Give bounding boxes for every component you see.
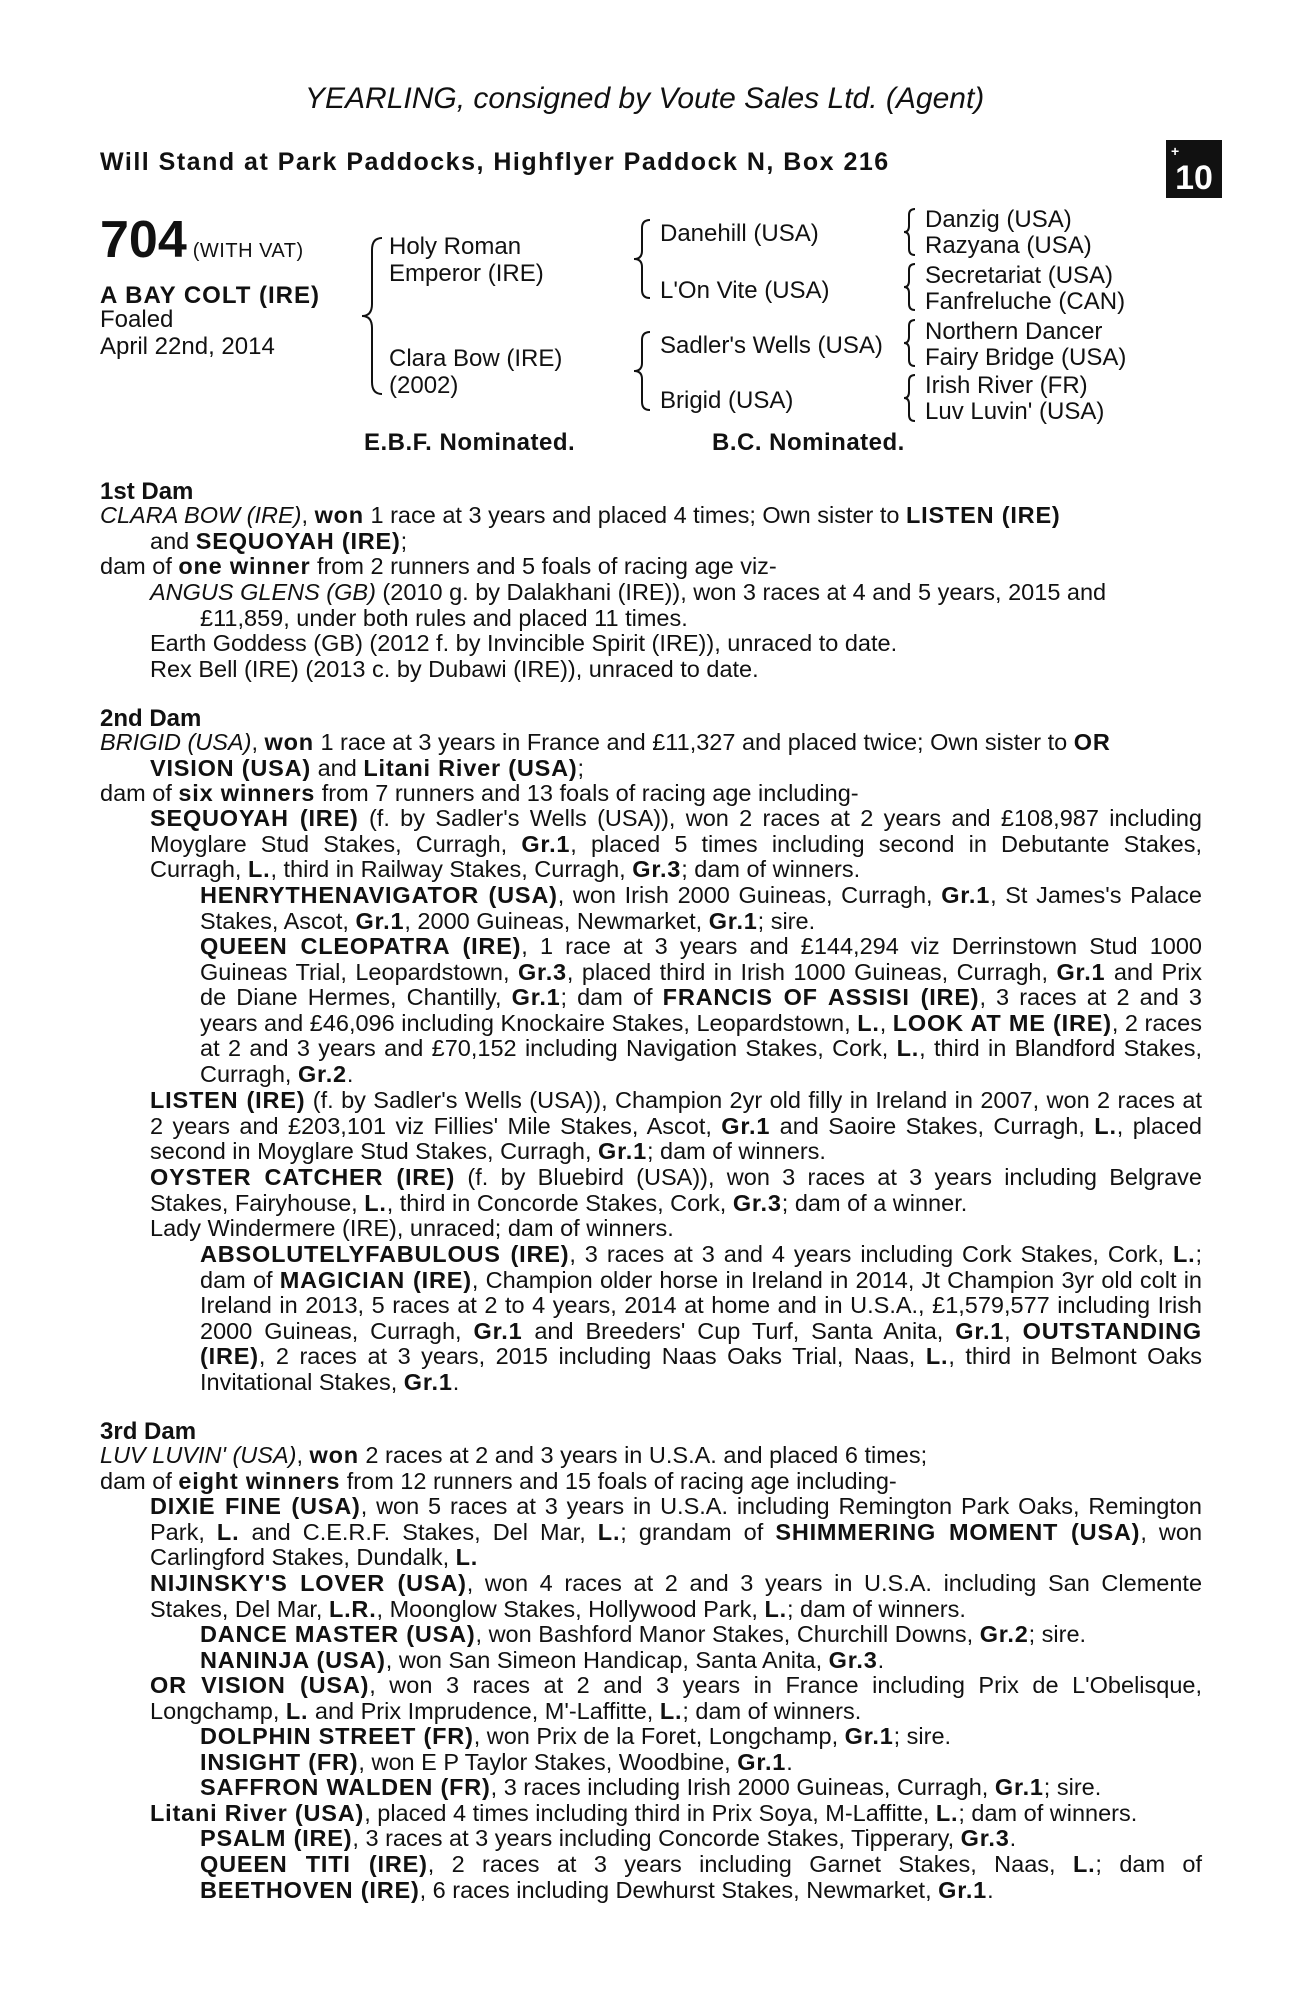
pedigree-brace-5 [902, 262, 918, 312]
foaled-label: Foaled [100, 306, 174, 333]
dance-master-entry: DANCE MASTER (USA), won Bashford Manor Stakes, Churchill Downs, Gr.2; sire. [200, 1621, 1087, 1647]
bc-nominated: B.C. Nominated. [712, 429, 905, 456]
dam-dam-dam: Luv Luvin' (USA) [925, 398, 1105, 425]
consignment-line: YEARLING, consigned by Voute Sales Ltd. (Agent) [305, 82, 985, 115]
dolphin-street-entry: DOLPHIN STREET (FR), won Prix de la Foret, Longchamp, Gr.1; sire. [200, 1723, 952, 1749]
lot-number [100, 210, 304, 270]
ebf-nominated: E.B.F. Nominated. [364, 429, 576, 456]
third-dam-text: LUV LUVIN' (USA), won 2 races at 2 and 3 years in U.S.A. and placed 6 times; dam of eight winners from 12 runners and 15 foals of racing age including- [100, 1442, 928, 1494]
second-dam-text: BRIGID (USA), won 1 race at 3 years in France and £11,327 and placed twice; Own sister to OR VISION (USA) and Litani River (USA); dam of six winners from 7 runners and 13 foals of racing age including- [100, 729, 1111, 806]
oyster-catcher-entry: OYSTER CATCHER (IRE) (f. by Bluebird (USA)), won 3 races at 3 years including Belgrave Stakes, Fairyhouse, L., third in Concorde Stakes, Cork, Gr.3; dam of a winner. [150, 1164, 1203, 1216]
sire-sire: Danehill (USA) [660, 220, 819, 247]
psalm-entry: PSALM (IRE), 3 races at 3 years including Concorde Stakes, Tipperary, Gr.3. [200, 1825, 1017, 1851]
nijinskys-lover-entry: NIJINSKY'S LOVER (USA), won 4 races at 2 and 3 years in U.S.A. including San Clemente Stakes, Del Mar, L.R., Moonglow Stakes, Hollywood Park, L.; dam of winners. [150, 1570, 1203, 1622]
dam-sire-sire: Northern Dancer [925, 318, 1103, 345]
dam-name-1: Clara Bow (IRE) [389, 345, 563, 372]
sire-sire-dam: Razyana (USA) [925, 232, 1092, 259]
sire-dam-dam: Fanfreluche (CAN) [925, 288, 1126, 315]
badge-text: 10 [1175, 159, 1213, 197]
litani-river-entry: Litani River (USA), placed 4 times including third in Prix Soya, M-Laffitte, L.; dam of winners. [150, 1800, 1138, 1826]
third-dam-heading: 3rd Dam [100, 1418, 197, 1445]
sire-name-1: Holy Roman [389, 233, 522, 260]
pedigree-brace-3 [632, 330, 656, 412]
saffron-walden-entry: SAFFRON WALDEN (FR), 3 races including Irish 2000 Guineas, Curragh, Gr.1; sire. [200, 1774, 1102, 1800]
insight-entry: INSIGHT (FR), won E P Taylor Stakes, Woodbine, Gr.1. [200, 1749, 793, 1775]
pedigree-brace-6 [902, 318, 918, 368]
dam-sire-dam: Fairy Bridge (USA) [925, 344, 1127, 371]
sequoyah-entry: SEQUOYAH (IRE) (f. by Sadler's Wells (USA)), won 2 races at 2 years and £108,987 including Moyglare Stud Stakes, Curragh, Gr.1, placed 5 times including second in Debutante Stakes, Curragh, L., third in Railway Stakes, Curragh, Gr.3; dam of winners. [150, 805, 1202, 882]
sire-sire-sire: Danzig (USA) [925, 206, 1072, 233]
vat-note: (WITH VAT) [192, 240, 304, 262]
henrythenavigator-entry: HENRYTHENAVIGATOR (USA), won Irish 2000 Guineas, Curragh, Gr.1, St James's Palace Stakes, Ascot, Gr.1, 2000 Guineas, Newmarket, Gr.1; sire. [200, 882, 1202, 934]
pedigree-brace-7 [902, 373, 918, 423]
listen-entry: LISTEN (IRE) (f. by Sadler's Wells (USA)), Champion 2yr old filly in Ireland in 2007, won 2 races at 2 years and £203,101 viz Fillies' Mile Stakes, Ascot, Gr.1 and Saoire Stakes, Curragh, L., placed second in Moyglare Stud Stakes, Curragh, Gr.1; dam of winners. [150, 1087, 1202, 1164]
dam-sire: Sadler's Wells (USA) [660, 332, 883, 359]
lot-description: A BAY COLT (IRE) [100, 282, 321, 309]
queen-titi-entry: QUEEN TITI (IRE), 2 races at 3 years including Garnet Stakes, Naas, L.; dam of BEETHOVEN (IRE), 6 races including Dewhurst Stakes, Newmarket, Gr.1. [200, 1851, 1202, 1903]
pedigree-brace-4 [902, 207, 918, 257]
badge-plus: + [1171, 143, 1180, 159]
second-dam-heading: 2nd Dam [100, 705, 202, 732]
first-dam-progeny: ANGUS GLENS (GB) (2010 g. by Dalakhani (IRE)), won 3 races at 4 and 5 years, 2015 and £11,859, under both rules and placed 11 times. Earth Goddess (GB) (2012 f. by Invincible Spirit (IRE)), unraced to date. Rex Bell (IRE) (2013 c. by Dubawi (IRE)), unraced to date. [150, 579, 1107, 682]
lot-badge [1166, 140, 1222, 198]
dam-name-2: (2002) [389, 372, 459, 399]
naninja-entry: NANINJA (USA), won San Simeon Handicap, Santa Anita, Gr.3. [200, 1647, 885, 1673]
sire-dam-sire: Secretariat (USA) [925, 262, 1114, 289]
pedigree-brace-2 [632, 218, 656, 300]
sire-dam: L'On Vite (USA) [660, 277, 830, 304]
lady-windermere-entry: Lady Windermere (IRE), unraced; dam of winners. [150, 1215, 674, 1241]
first-dam-text: CLARA BOW (IRE), won 1 race at 3 years and placed 4 times; Own sister to LISTEN (IRE) and SEQUOYAH (IRE); dam of one winner from 2 runners and 5 foals of racing age viz- [100, 502, 1061, 579]
dam-dam: Brigid (USA) [660, 387, 794, 414]
stand-location: Will Stand at Park Paddocks, Highflyer Paddock N, Box 216 [100, 148, 890, 176]
foaled-date: April 22nd, 2014 [100, 333, 275, 360]
queen-cleopatra-entry: QUEEN CLEOPATRA (IRE), 1 race at 3 years and £144,294 viz Derrinstown Stud 1000 Guineas Trial, Leopardstown, Gr.3, placed third in Irish 1000 Guineas, Curragh, Gr.1 and Prix de Diane Hermes, Chantilly, Gr.1; dam of FRANCIS OF ASSISI (IRE), 3 races at 2 and 3 years and £46,096 including Knockaire Stakes, Leopardstown, L., LOOK AT ME (IRE), 2 races at 2 and 3 years and £70,152 including Navigation Stakes, Cork, L., third in Blandford Stakes, Curragh, Gr.2. [200, 933, 1203, 1087]
or-vision-entry: OR VISION (USA), won 3 races at 2 and 3 years in France including Prix de L'Obelisque, Longchamp, L. and Prix Imprudence, M'-Laffitte, L.; dam of winners. [150, 1672, 1203, 1724]
sire-name-2: Emperor (IRE) [389, 260, 544, 287]
first-dam-heading: 1st Dam [100, 478, 194, 505]
dam-dam-sire: Irish River (FR) [925, 372, 1088, 399]
pedigree-brace-1 [360, 236, 390, 396]
lot-number-value: 704 [100, 211, 187, 269]
absolutelyfabulous-entry: ABSOLUTELYFABULOUS (IRE), 3 races at 3 and 4 years including Cork Stakes, Cork, L.; dam of MAGICIAN (IRE), Champion older horse in Ireland in 2014, Jt Champion 3yr old colt in Ireland in 2013, 5 races at 2 to 4 years, 2014 at home and in U.S.A., £1,579,577 including Irish 2000 Guineas, Curragh, Gr.1 and Breeders' Cup Turf, Santa Anita, Gr.1, OUTSTANDING (IRE), 2 races at 3 years, 2015 including Naas Oaks Trial, Naas, L., third in Belmont Oaks Invitational Stakes, Gr.1. [200, 1241, 1203, 1395]
dixie-fine-entry: DIXIE FINE (USA), won 5 races at 3 years in U.S.A. including Remington Park Oaks, Remington Park, L. and C.E.R.F. Stakes, Del Mar, L.; grandam of SHIMMERING MOMENT (USA), won Carlingford Stakes, Dundalk, L. [150, 1493, 1203, 1570]
